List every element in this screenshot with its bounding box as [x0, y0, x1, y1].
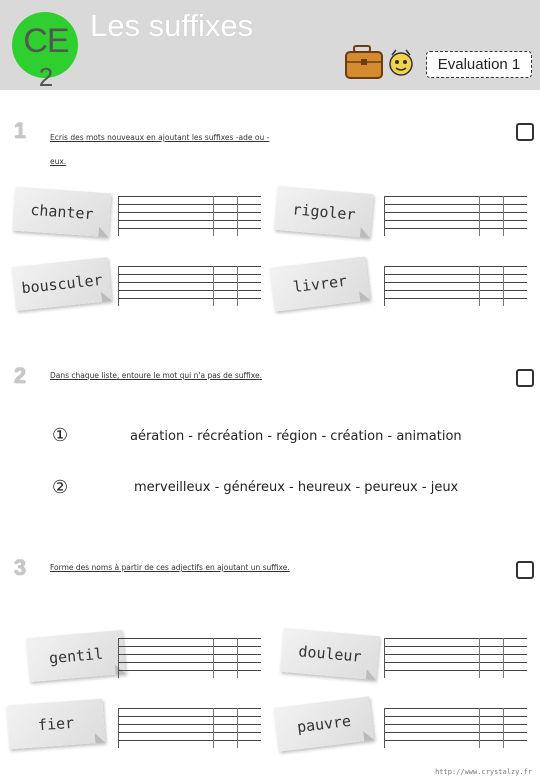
writing-lines[interactable]: [384, 638, 527, 678]
exercise-2-instruction: Dans chaque liste, entoure le mot qui n'a pas de suffixe.: [50, 371, 262, 380]
list-2-marker: ②: [52, 477, 69, 498]
suitcase-icon: [344, 44, 384, 80]
footer-credit: http://www.crystalzy.fr: [435, 768, 532, 776]
list-2-words: merveilleux - généreux - heureux - peureux - jeux: [134, 480, 459, 495]
word-note: livrer: [270, 256, 371, 311]
exercise-3-checkbox[interactable]: [516, 561, 534, 579]
writing-lines[interactable]: [384, 266, 527, 306]
list-1-words: aération - récréation - région - création - animation: [130, 429, 462, 444]
mascot-icon: [386, 46, 416, 78]
writing-lines[interactable]: [118, 266, 261, 306]
exercise-3-number: 3: [13, 555, 27, 580]
word-note: gentil: [26, 630, 125, 682]
word-note: bousculer: [12, 257, 112, 311]
word-note: fier: [7, 699, 106, 750]
exercise-3-instruction: Forme des noms à partir de ces adjectifs en ajoutant un suffixe.: [50, 563, 290, 572]
writing-lines[interactable]: [118, 196, 261, 236]
word-note: rigoler: [274, 186, 373, 238]
writing-lines[interactable]: [118, 708, 261, 748]
word-note: douleur: [280, 628, 379, 680]
exercise-2-checkbox[interactable]: [516, 369, 534, 387]
level-number: 2: [38, 62, 54, 92]
word-note: pauvre: [274, 696, 375, 751]
exercise-2-number: 2: [13, 363, 27, 388]
word-note: chanter: [13, 187, 112, 238]
exercise-1-number: 1: [13, 118, 27, 143]
evaluation-label: Evaluation 1: [426, 51, 532, 78]
page-title: Les suffixes: [90, 8, 254, 43]
writing-lines[interactable]: [384, 196, 527, 236]
list-1-marker: ①: [52, 425, 69, 446]
writing-lines[interactable]: [384, 708, 527, 748]
writing-lines[interactable]: [118, 638, 261, 678]
exercise-1-instruction: Ecris des mots nouveaux en ajoutant les suffixes -ade ou -eux.: [50, 133, 270, 166]
level-letters: CE: [23, 22, 69, 60]
exercise-1-checkbox[interactable]: [516, 123, 534, 141]
